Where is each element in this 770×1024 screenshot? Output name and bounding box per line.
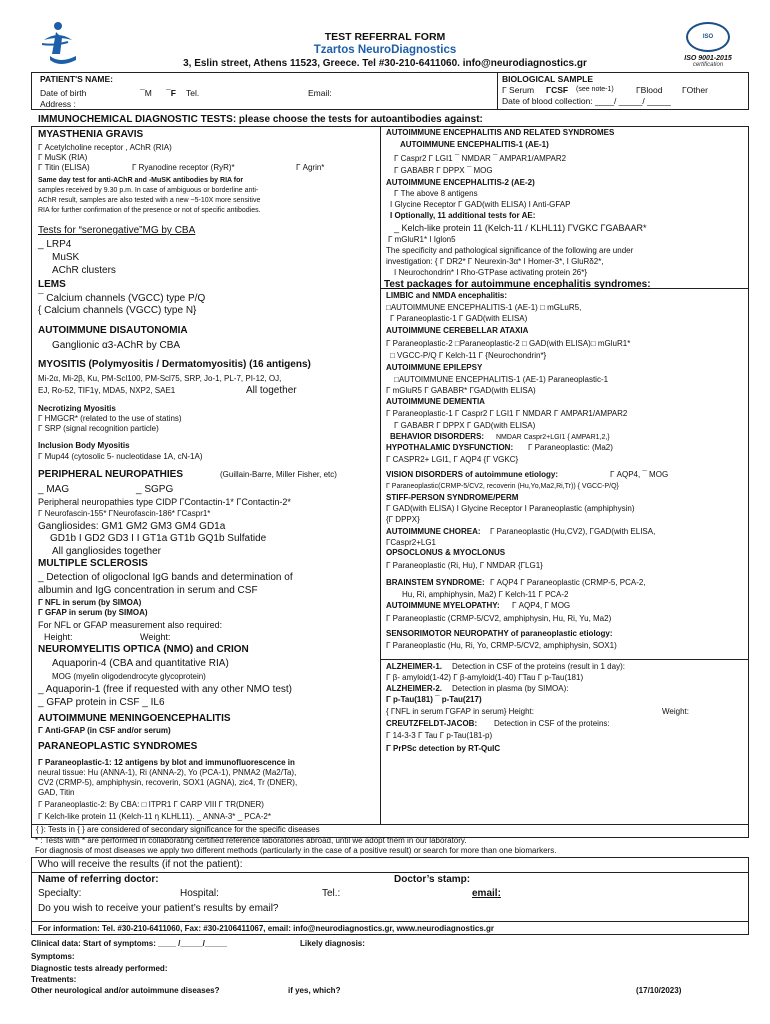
likely-diagnosis[interactable]: Likely diagnosis: [300, 939, 365, 948]
note-methods: For diagnosis of most diseases we apply two different methods (particularly in the case of a positive result) or search for more than one biomarkers. [35, 846, 557, 855]
nfl-note: For NFL or GFAP measurement also required: [38, 620, 223, 630]
cidp-checkboxes[interactable]: Peripheral neuropathies type CIDP ΓContactin-1* ΓContactin-2* [38, 497, 291, 507]
ae1-row-1[interactable]: Γ Caspr2 Γ LGI1 ¯ NMDAR ¯ AMPAR1/AMPAR2 [394, 154, 567, 163]
achr-clusters-checkbox[interactable]: AChR clusters [52, 265, 116, 276]
limbic-row-2[interactable]: Γ Paraneoplastic-1 Γ GAD(with ELISA) [390, 314, 528, 323]
alz2-title: ALZHEIMER-2. [386, 684, 442, 693]
myelopathy-title: AUTOIMMUNE MYELOPATHY: [386, 601, 500, 610]
alz2-row-2[interactable]: { ΓNFL in serum ΓGFAP in serum} Height: [386, 707, 534, 716]
necrotizing-title: Necrotizing Myositis [38, 404, 116, 413]
email-label[interactable]: Email: [308, 88, 332, 98]
opso-title: OPSOCLONUS & MYOCLONUS [386, 548, 506, 557]
dob-label[interactable]: Date of birth [40, 88, 87, 98]
sameday-note-2: samples received by 9.30 p.m. In case of ambiguous or borderline anti- [38, 187, 259, 194]
para1-antigens-1: neural tissue: Hu (ANNA-1), Ri (ANNA-2), Yo (PCA-1), PNMA2 (Ma2/Ta), [38, 768, 297, 777]
dementia-row-2[interactable]: Γ GABAΒR Γ DPPX Γ GAD(with ELISA) [394, 421, 536, 430]
doctor-email-field[interactable]: email: [472, 888, 501, 899]
stiff-row-2[interactable]: {Γ DPPX} [386, 515, 420, 524]
alz1-title: ALZHEIMER-1. [386, 662, 442, 671]
chorea-row-1[interactable]: Γ Paraneoplastic (Hu,CV2), ΓGAD(with ELISA, [490, 527, 656, 536]
serum-checkbox[interactable]: Γ Serum [502, 85, 535, 95]
achr-checkbox[interactable]: Γ Acetylcholine receptor , AChR (RIA) [38, 143, 172, 152]
dementia-row-1[interactable]: Γ Paraneoplastic-1 Γ Caspr2 Γ LGI1 Γ NMDAR Γ AMPAR1/AMPAR2 [386, 409, 628, 418]
patient-box [31, 72, 749, 110]
hypothalamic-row-1[interactable]: Γ Paraneoplastic: (Ma2) [528, 443, 613, 452]
nmo-title: NEUROMYELITIS OPTICA (NMO) and CRION [38, 644, 249, 655]
aqp1-checkbox[interactable]: _ Aquaporin-1 (free if requested with any other NMO test) [38, 684, 293, 695]
ae1-title[interactable]: AUTOIMMUNE ENCEPHALITIS-1 (AE-1) [400, 140, 549, 149]
ae2-row-2[interactable]: I Glycine Receptor Γ GAD(with ELISA) I Anti-GFAP [390, 200, 571, 209]
note-secondary: { }: Tests in { } are considered of secondary significance for the specific diseases [36, 825, 320, 834]
cjd-title: CREUTZFELDT-JACOB: [386, 719, 478, 728]
vision-row-1[interactable]: Γ AQP4, ¯ MOG [610, 470, 669, 479]
myelopathy-row-2[interactable]: Γ Paraneoplastic (CRMP-5/CV2, amphiphysin, Hu, Ri, Yu, Ma2) [386, 614, 612, 623]
behavior-title: BEHAVIOR DISORDERS: [390, 432, 485, 441]
sensorimotor-row-1[interactable]: Γ Paraneoplastic (Hu, Ri, Yo, CRMP-5/CV2, amphiphysin, SOX1) [386, 641, 617, 650]
optional-row-2[interactable]: Γ mGluR1* I Iglon5 [388, 235, 456, 244]
oligoclonal-text: albumin and IgG concentration in serum and CSF [38, 585, 258, 596]
ryr-checkbox[interactable]: Γ Ryanodine receptor (RyR)* [132, 163, 235, 172]
ms-title: MULTIPLE SCLEROSIS [38, 558, 148, 569]
iso-text: ISO 9001-2015 [684, 55, 732, 62]
optional-row-1[interactable]: _ Kelch-like protein 11 (Kelch-11 / KLHL11) ΓVGKC ΓGABAΑR* [394, 223, 647, 233]
tel-label[interactable]: Tel. [186, 88, 200, 98]
specialty-field[interactable]: Specialty: [38, 888, 82, 899]
gfap-csf-checkbox[interactable]: _ GFAP protein in CSF _ IL6 [38, 697, 165, 708]
contact-info: For information: Tel. #30-210-6411060, Fax: #30-2106411067, email: info@neurodiagnostics.gr, www.neurodiagnostics.gr [38, 924, 494, 933]
para2-checkbox[interactable]: Γ Paraneoplastic-2: By CBA: □ ITPR1 Γ CARP VIII Γ TR(DNER) [38, 800, 264, 809]
epilepsy-row-2[interactable]: Γ mGluR5 Γ GABAΒR* ΓGAD(with ELISA) [386, 386, 536, 395]
sameday-note-4: RIA for further confirmation of the presence or not of specific antibodies. [38, 207, 261, 214]
weight-field[interactable]: Weight: [140, 632, 171, 642]
srp-checkbox[interactable]: Γ SRP (signal recognition particle) [38, 424, 159, 433]
lab-address: 3, Eslin street, Athens 11523, Greece. Tel #30-210-6411060. info@neurodiagnostics.gr [183, 58, 587, 69]
limbic-title: LIMBIC and NMDA encephalitis: [386, 291, 508, 300]
pn-title: PERIPHERAL NEUROPATHIES [38, 469, 184, 480]
address-label[interactable]: Address : [40, 99, 76, 109]
chorea-title: AUTOIMMUNE CHOREA: [386, 527, 481, 536]
kelch-checkbox[interactable]: Γ Kelch-like protein 11 (Kelch-11 η KLHL11). _ ANNA-3* _ PCA-2* [38, 812, 271, 821]
para1-antigens-3: GAD, Titin [38, 788, 75, 797]
blood-checkbox[interactable]: ΓBlood [636, 85, 663, 95]
pn-sub: (Guillain-Barre, Miller Fisher, etc) [220, 470, 337, 479]
titin-checkbox[interactable]: Γ Titin (ELISA) [38, 163, 90, 172]
stiff-row-1[interactable]: Γ GAD(with ELISA) I Glycine Receptor I Paraneoplastic (amphiphysin) [386, 504, 635, 513]
cerebellar-row-1[interactable]: Γ Paraneoplastic-2 □Paraneoplastic-2 □ GAD(with ELISA)□ mGluR1* [386, 339, 631, 348]
sex-m-checkbox[interactable]: ¯M [140, 88, 152, 98]
epilepsy-title: AUTOIMMUNE EPILEPSY [386, 363, 483, 372]
dementia-title: AUTOIMMUNE DEMENTIA [386, 397, 485, 406]
alz2-row-1[interactable]: Γ p-Tau(181) ¯ p-Tau(217) [386, 695, 482, 704]
brainstem-row-2[interactable]: Hu, Ri, amphiphysin, Ma2) Γ Kelch-11 Γ PCA-2 [402, 590, 569, 599]
cjd-row-2[interactable]: Γ PrPSc detection by RT-QuIC [386, 744, 501, 753]
myositis-antigens-1: Mi-2α, Mi-2β, Ku, PM-Scl100, PM-Scl75, SRP, Jo-1, PL-7, PI-12, OJ, [38, 374, 282, 383]
vgcc-pq-checkbox[interactable]: ¯ Calcium channels (VGCC) type P/Q [38, 293, 206, 304]
doctor-name-field[interactable]: Name of referring doctor: [38, 874, 159, 885]
mog-checkbox[interactable]: MOG (myelin oligodendrocyte glycoprotein) [52, 672, 206, 681]
vision-title: VISION DISORDERS of autoimmune etiology: [386, 470, 559, 479]
collection-date[interactable]: Date of blood collection: ____/ _____/ _____ [502, 96, 671, 106]
limbic-row-1[interactable]: □AUTOIMMUNE ENCEPHALITIS-1 (AE-1) □ mGLuR5, [386, 303, 582, 312]
diagnostic-tests-field[interactable]: Diagnostic tests already performed: [31, 964, 168, 973]
mup44-checkbox[interactable]: Γ Mup44 (cytosolic 5- nucleotidase 1A, cN-1A) [38, 452, 203, 461]
packages-title: Test packages for autoimmune encephalitis syndromes: [384, 279, 651, 290]
cerebellar-title: AUTOIMMUNE CEREBELLAR ATAXIA [386, 326, 529, 335]
form-date: (17/10/2023) [636, 986, 682, 995]
optional-note-2[interactable]: investigation: { Γ DR2* Γ Neurexin-3α* I Homer-3*, I GluRδ2*, [386, 257, 604, 266]
form-title: TEST REFERRAL FORM [324, 31, 446, 43]
ae1-row-2[interactable]: Γ GABAΒR Γ DPPX ¯ MOG [394, 166, 493, 175]
optional-note-1: The specificity and pathological significance of the following are under [386, 246, 634, 255]
gfap-checkbox[interactable]: Γ GFAP in serum (by SIMOA) [38, 608, 148, 617]
anti-gfap-checkbox[interactable]: Γ Anti-GFAP (in CSF and/or serum) [38, 726, 171, 735]
cjd-row-1[interactable]: Γ 14-3-3 Γ Tau Γ p-Tau(181-p) [386, 731, 493, 740]
behavior-tests[interactable]: NMDAR Caspr2+LGI1 { AMPAR1,2,} [496, 434, 610, 441]
neurofascin-checkboxes[interactable]: Γ Neurofascin-155* ΓNeurofascin-186* ΓCaspr1* [38, 509, 211, 518]
other-checkbox[interactable]: ΓOther [682, 85, 708, 95]
doctor-tel-field[interactable]: Tel.: [322, 888, 341, 899]
symptoms-start[interactable]: Clinical data: Start of symptoms: ____ /_____/_____ [31, 939, 228, 948]
lab-name: Tzartos NeuroDiagnostics [313, 44, 457, 56]
tests-grid [31, 126, 749, 838]
ibm-title: Inclusion Body Myositis [38, 441, 130, 450]
instructions: IMMUNOCHEMICAL DIAGNOSTIC TESTS: please choose the tests for autoantibodies against: [38, 114, 483, 125]
optional-tests[interactable]: I Optionally, 11 additional tests for AE: [390, 211, 536, 220]
gangliosides-all[interactable]: All gangliosides together [52, 546, 161, 557]
height-field[interactable]: Height: [44, 632, 73, 642]
aqp4-checkbox[interactable]: Aquaporin-4 (CBA and quantitative RIA) [52, 658, 229, 669]
ae2-title[interactable]: AUTOIMMUNE ENCEPHALITIS-2 (AE-2) [386, 178, 535, 187]
oligoclonal-checkbox[interactable]: _ Detection of oligoclonal IgG bands and determination of [38, 572, 293, 583]
epilepsy-row-1[interactable]: □AUTOIMMUNE ENCEPHALITIS-1 (AE-1) Paraneoplastic-1 [394, 375, 609, 384]
alz2-weight[interactable]: Weight: [662, 707, 689, 716]
alz2-text: Detection in plasma (by SIMOA): [452, 684, 569, 693]
ganglionic-checkbox[interactable]: Ganglionic α3-AChR by CBA [52, 340, 181, 351]
para1-checkbox[interactable]: Γ Paraneoplastic-1: 12 antigens by blot and immunofluorescence in [38, 758, 295, 767]
csf-checkbox[interactable]: ΓCSF [546, 85, 569, 95]
if-yes-field[interactable]: if yes, which? [288, 986, 341, 995]
stiff-title: STIFF-PERSON SYNDROME/PERM [386, 493, 519, 502]
brainstem-row-1[interactable]: Γ AQP4 Γ Paraneoplastic (CRMP-5, PCA-2, [490, 578, 646, 587]
gangliosides-row-2[interactable]: GD1b I GD2 GD3 I I GT1a GT1b GQ1b Sulfatide [50, 533, 267, 544]
vgcc-n-checkbox[interactable]: { Calcium channels (VGCC) type N} [38, 305, 197, 316]
musk-checkbox[interactable]: Γ MuSK (RIA) [38, 153, 88, 162]
optional-note-3[interactable]: I Neurochondrin* I Rho-GTPase activating protein 26*} [394, 268, 587, 277]
chorea-row-2[interactable]: ΓCaspr2+LG1 [386, 538, 436, 547]
myositis-all-checkbox[interactable]: All together [246, 385, 297, 396]
hmgcr-checkbox[interactable]: Γ HMGCR* (related to the use of statins) [38, 414, 182, 423]
symptoms-field[interactable]: Symptoms: [31, 952, 75, 961]
cjd-text: Detection in CSF of the proteins: [494, 719, 610, 728]
iso-badge-icon: ISO [686, 22, 730, 52]
hypothalamic-row-2[interactable]: Γ CASPR2+ LGI1, Γ AQP4 {Γ VGKC} [386, 455, 519, 464]
bio-sample-title: BIOLOGICAL SAMPLE [502, 74, 593, 84]
csf-note: (see note-1) [576, 86, 614, 93]
hypothalamic-title: HYPOTHALAMIC DYSFUNCTION: [386, 443, 514, 452]
lems-title: LEMS [38, 279, 66, 290]
musk-cba-checkbox[interactable]: MuSK [52, 252, 80, 263]
sgpg-checkbox[interactable]: _ SGPG [136, 484, 174, 495]
cerebellar-row-2[interactable]: □ VGCC-P/Q Γ Kelch-11 Γ {Neurochondrin*} [390, 351, 547, 360]
patient-name-label[interactable]: PATIENT'S NAME: [40, 74, 114, 84]
alz1-row[interactable]: Γ β- amyloid(1-42) Γ β-amyloid(1-40) ΓTau Γ p-Tau(181) [386, 673, 584, 682]
doctor-stamp: Doctor’s stamp: [394, 874, 471, 885]
dys-title: AUTOIMMUNE DISAUTONOMIA [38, 325, 188, 336]
nfl-checkbox[interactable]: Γ NFL in serum (by SIMOA) [38, 598, 142, 607]
who-receives[interactable]: Who will receive the results (if not the patient): [38, 859, 243, 870]
alz1-text: Detection in CSF of the proteins (result in 1 day): [452, 662, 625, 671]
myositis-antigens-2: EJ, Ro-52, TIF1γ, MDA5, NXP2, SAE1 [38, 386, 176, 395]
hospital-field[interactable]: Hospital: [180, 888, 219, 899]
sensorimotor-title: SENSORIMOTOR NEUROPATHY of paraneoplastic etiology: [386, 629, 613, 638]
sameday-note-3: AChR result, samples are also tested with a new ~5-10X more sensitive [38, 197, 261, 204]
meningo-title: AUTOIMMUNE MENINGOENCEPHALITIS [38, 713, 231, 724]
mag-checkbox[interactable]: _ MAG [38, 484, 70, 495]
para-title: PARANEOPLASTIC SYNDROMES [38, 741, 198, 752]
para1-antigens-2: CV2 (CRMP-5), amphiphysin, recoverin, SOX1 (AGNA), zic4, Tr (DNER), [38, 778, 298, 787]
lrp4-checkbox[interactable]: _ LRP4 [38, 239, 72, 250]
note-abroad: * : Tests with * are performed in collaborating certified reference laboratories abroad, until we adopt them in our laboratory. [35, 836, 467, 845]
brainstem-title: BRAINSTEM SYNDROME: [386, 578, 485, 587]
sero-title: Tests for “seronegative”MG by CBA [38, 225, 196, 236]
myositis-title: MYOSITIS (Polymyositis / Dermatomyositis) (16 antigens) [38, 359, 311, 370]
myelopathy-row-1[interactable]: Γ AQP4, Γ MOG [512, 601, 571, 610]
agrin-checkbox[interactable]: Γ Agrin* [296, 163, 325, 172]
ae-title: AUTOIMMUNE ENCEPHALITIS AND RELATED SYNDROMES [386, 128, 615, 137]
vision-row-2[interactable]: Γ Paraneoplastic(CRMP-5/CV2, recoverin (Hu,Yo,Ma2,Ri,Tr)) { VGCC-P/Q} [386, 483, 619, 490]
ae2-row-1[interactable]: Γ The above 8 antigens [394, 189, 478, 198]
gangliosides-row-1[interactable]: Gangliosides: GM1 GM2 GM3 GM4 GD1a [38, 521, 226, 532]
referral-box [31, 857, 749, 935]
treatments-field[interactable]: Treatments: [31, 975, 77, 984]
sex-f-checkbox[interactable]: ¯F [166, 88, 176, 98]
sameday-note-1: Same day test for anti-AChR and -MuSK antibodies by RIA for [38, 177, 244, 184]
iso-sub: certification [692, 62, 724, 68]
other-diseases-field[interactable]: Other neurological and/or autoimmune diseases? [31, 986, 220, 995]
mg-title: MYASTHENIA GRAVIS [38, 129, 144, 140]
receive-email-question[interactable]: Do you wish to receive your patient’s results by email? [38, 903, 279, 914]
opso-row-1[interactable]: Γ Paraneoplastic (Ri, Hu), Γ NMDAR {ΓLG1} [386, 561, 543, 570]
